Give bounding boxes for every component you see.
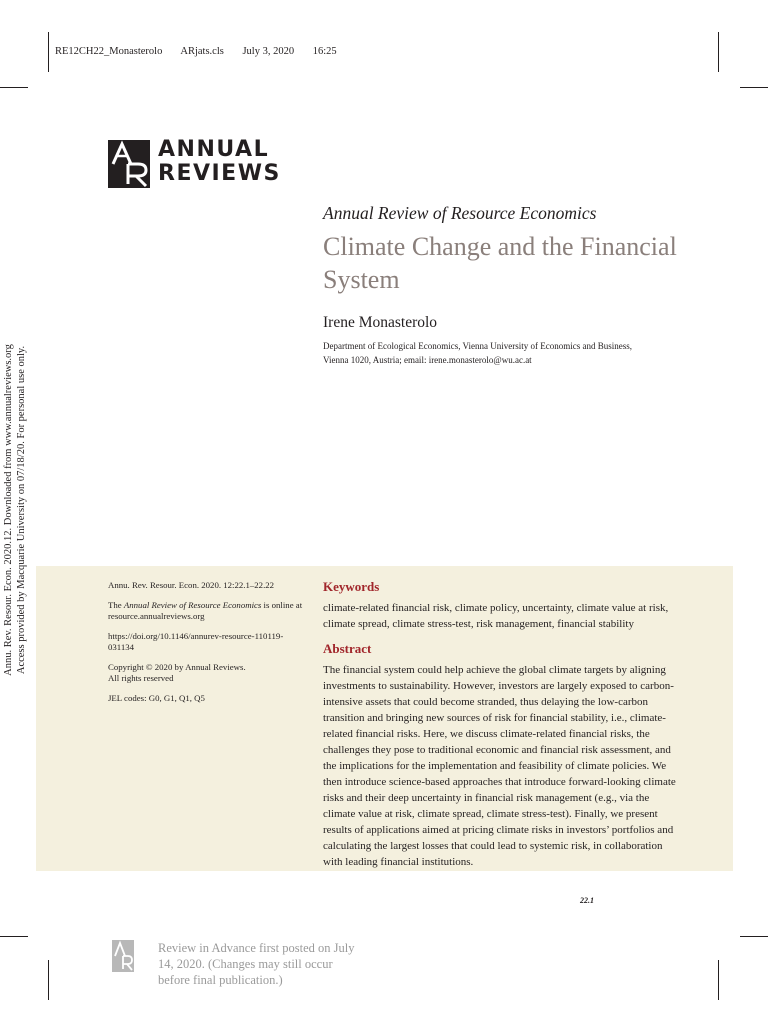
- copyright-line-2: All rights reserved: [108, 673, 174, 683]
- online-suffix: is online at resource.annualreviews.org: [108, 599, 303, 621]
- crop-mark: [48, 960, 49, 1000]
- crop-mark: [0, 936, 28, 937]
- online-journal: Annual Review of Resource Economics: [123, 599, 262, 610]
- jel-codes: JEL codes: G0, G1, Q1, Q5: [108, 692, 205, 703]
- file-header: [55, 46, 353, 57]
- class-file: ARjats.cls: [180, 46, 224, 57]
- file-date: July 3, 2020: [242, 46, 295, 57]
- crop-mark: [740, 936, 768, 937]
- crop-mark: [718, 960, 719, 1000]
- logo-line-annual: ANNUAL: [158, 137, 270, 162]
- crop-mark: [718, 32, 719, 72]
- crop-mark: [0, 87, 28, 88]
- author-affiliation: Department of Ecological Economics, Vienna University of Economics and Business, Vienna 1020, Austria; email: irene.monasterolo@wu.ac.at: [323, 341, 632, 365]
- keywords-heading: Keywords: [323, 579, 380, 594]
- copyright-line-1: Copyright © 2020 by Annual Reviews.: [108, 661, 246, 672]
- crop-mark: [48, 32, 49, 72]
- article-title: Climate Change and the Financial System: [323, 232, 677, 294]
- file-name: RE12CH22_Monasterolo: [55, 46, 163, 57]
- page-number: 22.1: [580, 896, 594, 905]
- copyright: [108, 662, 303, 685]
- logo-line-reviews: REVIEWS: [158, 161, 281, 186]
- online-prefix: The: [108, 599, 124, 610]
- abstract-text: The financial system could help achieve the global climate targets by aligning investments to sustainability. However, investors are largely exposed to carbon-intensive assets that could become stranded, thus delaying the low-carbon transition and bringing new sources of risk for financial stability, i.e., climate-related financial risks. Here, we discuss climate-related financial risks, the challenges they pose to traditional economic and financial risk assessment, and the implications for the implementation and feasibility of climate policies. We then introduce science-based approaches that introduce forward-looking climate risks and their deep uncertainty in financial risk management (e.g., via the climate value at risk, climate spread, climate stress-test). Finally, we present results of applications aimed at pricing climate risks in investors’ portfolios and calculating the largest losses that could lead to systemic risk, in collaboration with leading financial institutions.: [323, 664, 676, 868]
- review-in-advance-notice: Review in Advance first posted on July 14, 2020. (Changes may still occur before final publication.): [158, 941, 355, 987]
- online-notice: [108, 600, 303, 623]
- journal-name: Annual Review of Resource Economics: [323, 203, 597, 223]
- download-notice-line-2: Access provided by Macquarie University on 07/18/20. For personal use only.: [16, 345, 27, 675]
- crop-mark: [740, 87, 768, 88]
- footer-logo-icon: [112, 940, 134, 972]
- article-metadata: [108, 580, 303, 712]
- author-name: Irene Monasterolo: [323, 314, 438, 331]
- citation: Annu. Rev. Resour. Econ. 2020. 12:22.1–22.22: [108, 580, 275, 590]
- logo-wordmark: [158, 138, 281, 186]
- abstract-heading: Abstract: [323, 641, 372, 656]
- download-notice-line-1: Annu. Rev. Resour. Econ. 2020.12. Downloaded from www.annualreviews.org: [3, 344, 14, 676]
- file-time: 16:25: [312, 46, 337, 57]
- doi-link[interactable]: https://doi.org/10.1146/annurev-resource-110119-031134: [108, 630, 284, 652]
- annual-reviews-logo-icon: [108, 140, 150, 188]
- keywords-text: climate-related financial risk, climate policy, uncertainty, climate value at risk, climate spread, climate stress-test, risk management, financial stability: [323, 602, 669, 630]
- download-notice: [2, 340, 28, 680]
